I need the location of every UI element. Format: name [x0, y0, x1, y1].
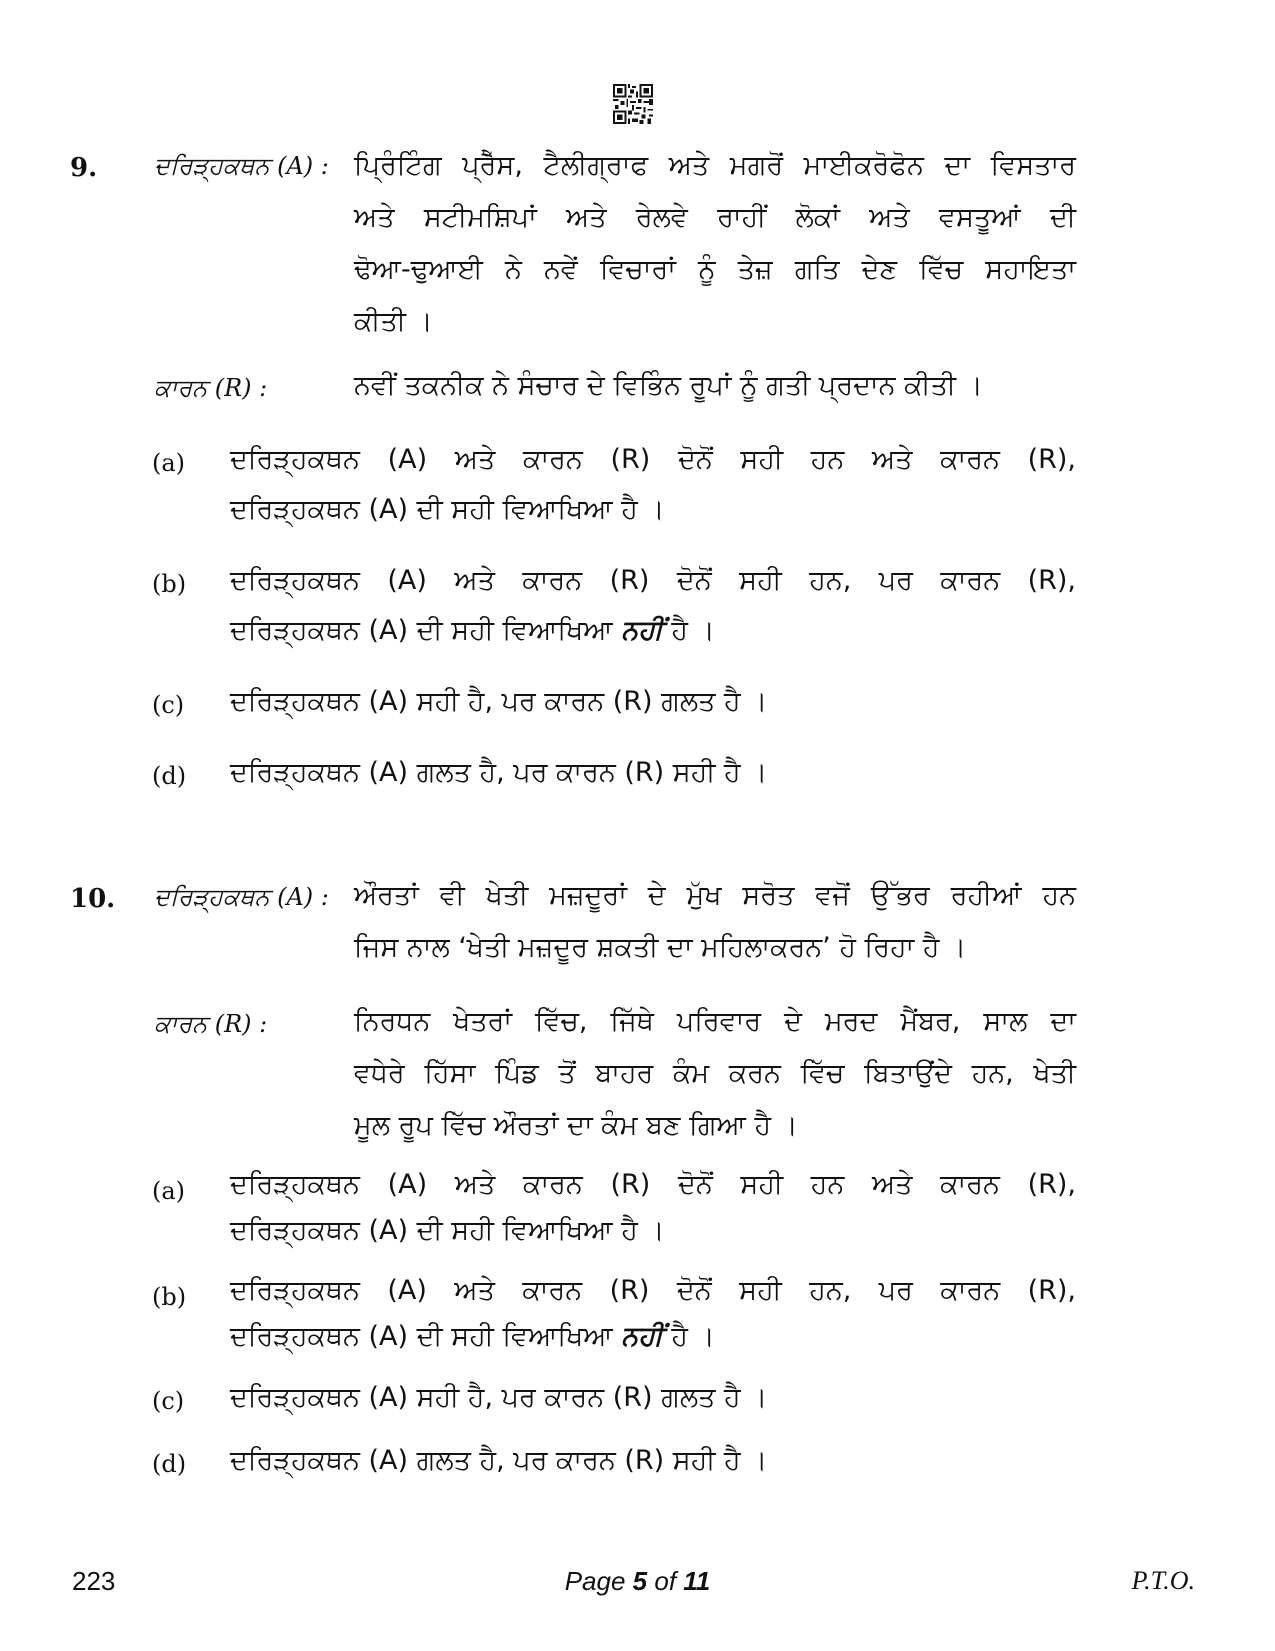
option-key: (c)	[152, 691, 185, 719]
option-key: (b)	[152, 1283, 187, 1311]
option-key: (c)	[152, 1387, 185, 1415]
page-indicator: Page 5 of 11	[564, 1566, 711, 1596]
emphasis-not: ਨਹੀਂ	[621, 615, 663, 646]
option-a-text: ਦਰਿੜ੍ਹਕਥਨ (A) ਅਤੇ ਕਾਰਨ (R) ਦੋਨੋਂ ਸਹੀ ਹਨ ਅਤੇ ਕਾਰਨ (R), ਦਰਿੜ੍ਹਕਥਨ (A) ਦੀ ਸਹੀ ਵਿਆਖਿਆ ਹੈ ।	[230, 444, 1076, 525]
reason-text: ਨਵੀਂ ਤਕਨੀਕ ਨੇ ਸੰਚਾਰ ਦੇ ਵਿਭਿੰਨ ਰੂਪਾਂ ਨੂੰ ਗਤੀ ਪ੍ਰਦਾਨ ਕੀਤੀ ।	[354, 370, 983, 401]
question-number: 10.	[70, 884, 116, 914]
option-key: (b)	[152, 570, 187, 598]
option-d-text: ਦਰਿੜ੍ਹਕਥਨ (A) ਗਲਤ ਹੈ, ਪਰ ਕਾਰਨ (R) ਸਹੀ ਹੈ ।	[230, 1445, 768, 1476]
question-number: 9.	[70, 153, 98, 183]
option-key: (a)	[152, 449, 186, 477]
option-b-text: ਦਰਿੜ੍ਹਕਥਨ (A) ਅਤੇ ਕਾਰਨ (R) ਦੋਨੋਂ ਸਹੀ ਹਨ, ਪਰ ਕਾਰਨ (R), ਦਰਿੜ੍ਹਕਥਨ (A) ਦੀ ਸਹੀ ਵਿਆਖਿਆ ਨਹੀਂ ਹੈ ।	[230, 565, 1076, 646]
option-b-text: ਦਰਿੜ੍ਹਕਥਨ (A) ਅਤੇ ਕਾਰਨ (R) ਦੋਨੋਂ ਸਹੀ ਹਨ, ਪਰ ਕਾਰਨ (R), ਦਰਿੜ੍ਹਕਥਨ (A) ਦੀ ਸਹੀ ਵਿਆਖਿਆ ਨਹੀਂ ਹੈ ।	[230, 1275, 1076, 1352]
option-key: (d)	[152, 762, 187, 790]
paper-code: 223	[72, 1566, 116, 1596]
option-key: (a)	[152, 1177, 186, 1205]
option-d-text: ਦਰਿੜ੍ਹਕਥਨ (A) ਗਲਤ ਹੈ, ਪਰ ਕਾਰਨ (R) ਸਹੀ ਹੈ ।	[230, 757, 768, 788]
assertion-text: ਪ੍ਰਿੰਟਿੰਗ ਪ੍ਰੈੱਸ, ਟੈਲੀਗ੍ਰਾਫ ਅਤੇ ਮਗਰੋਂ ਮਾਈਕਰੋਫੋਨ ਦਾ ਵਿਸਤਾਰ ਅਤੇ ਸਟੀਮਸ਼ਿਪਾਂ ਅਤੇ ਰੇਲਵੇ ਰਾਹੀਂ ਲੋਕਾਂ ਅਤੇ ਵਸਤੂਆਂ ਦੀ ਢੋਆ-ਢੁਆਈ ਨੇ ਨਵੇਂ ਵਿਚਾਰਾਂ ਨੂੰ ਤੇਜ਼ ਗਤਿ ਦੇਣ ਵਿੱਚ ਸਹਾਇਤਾ ਕੀਤੀ ।	[354, 150, 1076, 337]
assertion-label: ਦਰਿੜ੍ਹਕਥਨ (A) :	[154, 883, 329, 911]
assertion-label: ਦਰਿੜ੍ਹਕਥਨ (A) :	[154, 152, 329, 180]
emphasis-not: ਨਹੀਂ	[621, 1321, 663, 1352]
pto-marker: P.T.O.	[1131, 1566, 1195, 1595]
reason-text: ਨਿਰਧਨ ਖੇਤਰਾਂ ਵਿੱਚ, ਜਿੱਥੇ ਪਰਿਵਾਰ ਦੇ ਮਰਦ ਮੈਂਬਰ, ਸਾਲ ਦਾ ਵਧੇਰੇ ਹਿੱਸਾ ਪਿੰਡ ਤੋਂ ਬਾਹਰ ਕੰਮ ਕਰਨ ਵਿੱਚ ਬਿਤਾਉਂਦੇ ਹਨ, ਖੇਤੀ ਮੂਲ ਰੂਪ ਵਿੱਚ ਔਰਤਾਂ ਦਾ ਕੰਮ ਬਣ ਗਿਆ ਹੈ ।	[354, 1006, 1076, 1141]
reason-label: ਕਾਰਨ (R) :	[154, 1010, 268, 1038]
qr-code	[613, 84, 653, 124]
assertion-text: ਔਰਤਾਂ ਵੀ ਖੇਤੀ ਮਜ਼ਦੂਰਾਂ ਦੇ ਮੁੱਖ ਸਰੋਤ ਵਜੋਂ ਉੱਭਰ ਰਹੀਆਂ ਹਨ ਜਿਸ ਨਾਲ ‘ਖੇਤੀ ਮਜ਼ਦੂਰ ਸ਼ਕਤੀ ਦਾ ਮਹਿਲਾਕਰਨ’ ਹੋ ਰਿਹਾ ਹੈ ।	[354, 880, 1076, 963]
option-c-text: ਦਰਿੜ੍ਹਕਥਨ (A) ਸਹੀ ਹੈ, ਪਰ ਕਾਰਨ (R) ਗਲਤ ਹੈ ।	[230, 1382, 768, 1413]
option-c-text: ਦਰਿੜ੍ਹਕਥਨ (A) ਸਹੀ ਹੈ, ਪਰ ਕਾਰਨ (R) ਗਲਤ ਹੈ ।	[230, 686, 768, 717]
option-a-text: ਦਰਿੜ੍ਹਕਥਨ (A) ਅਤੇ ਕਾਰਨ (R) ਦੋਨੋਂ ਸਹੀ ਹਨ ਅਤੇ ਕਾਰਨ (R), ਦਰਿੜ੍ਹਕਥਨ (A) ਦੀ ਸਹੀ ਵਿਆਖਿਆ ਹੈ ।	[230, 1169, 1076, 1246]
option-key: (d)	[152, 1450, 187, 1478]
reason-label: ਕਾਰਨ (R) :	[154, 374, 268, 402]
